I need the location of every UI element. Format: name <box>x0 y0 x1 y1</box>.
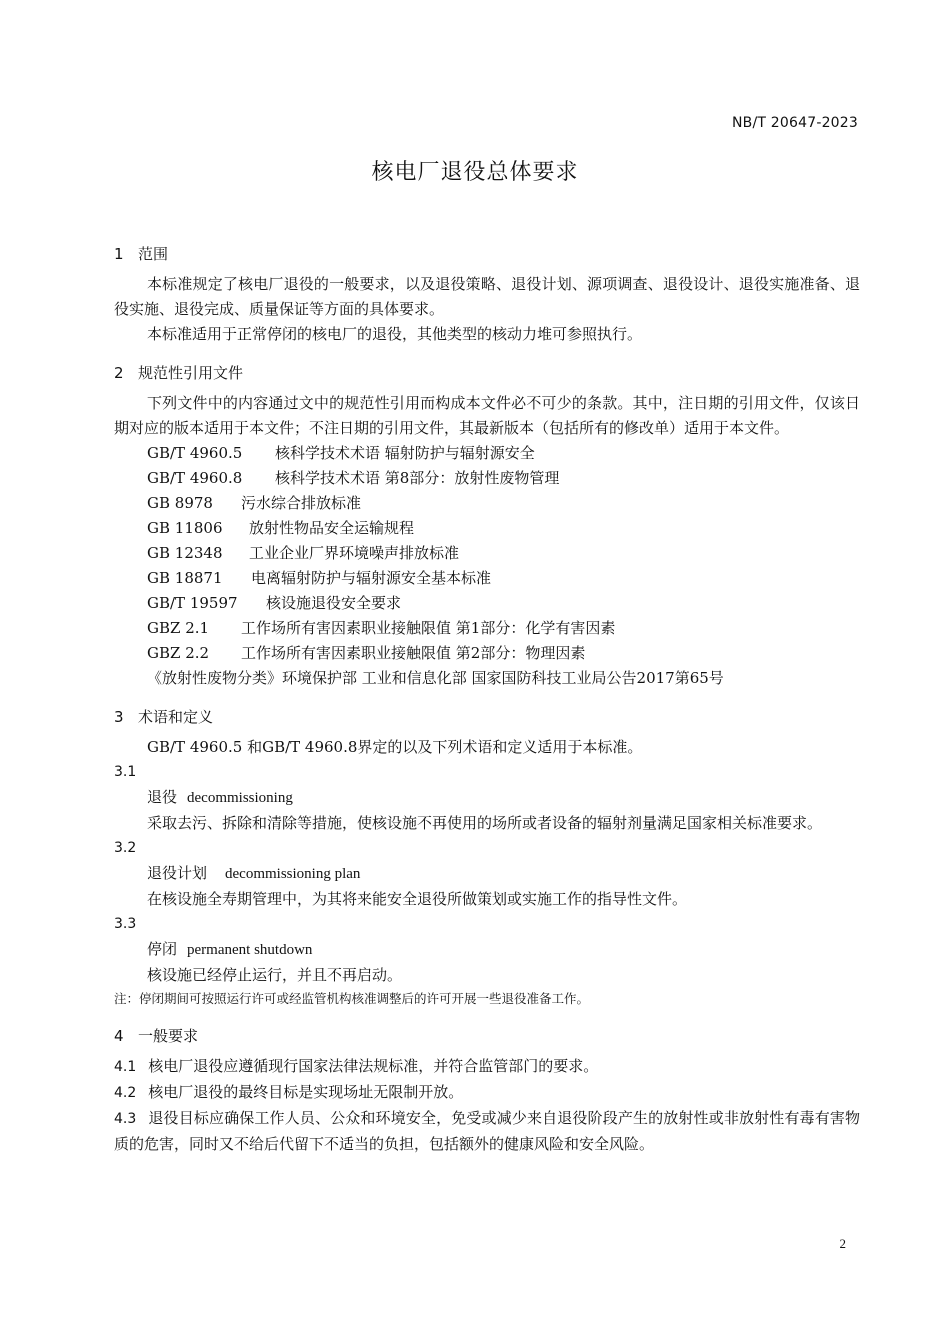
clause-text: 退役目标应确保工作人员、公众和环境安全，免受或减少来自退役阶段产生的放射性或非放射性有毒有害物质的危害，同时又不给后代留下不适当的负担，包括额外的健康风险和安全风险。 <box>114 1109 860 1153</box>
reference-item: 《放射性废物分类》环境保护部 工业和信息化部 国家国防科技工业局公告2017第65号 <box>147 669 724 687</box>
reference-item <box>114 566 860 591</box>
clause <box>114 1106 860 1157</box>
clause-number: 4.1 <box>114 1059 137 1075</box>
reference-code: GB 12348 <box>147 544 223 562</box>
reference-name: 核科学技术术语 辐射防护与辐射源安全 <box>275 444 535 462</box>
reference-item <box>114 441 860 466</box>
reference-name: 工业企业厂界环境噪声排放标准 <box>249 544 460 562</box>
section-1-heading <box>114 244 860 264</box>
reference-name: 工作场所有害因素职业接触限值 第1部分：化学有害因素 <box>241 619 616 637</box>
term-number: 3.3 <box>114 916 137 932</box>
section-title: 规范性引用文件 <box>138 364 244 382</box>
term-entry <box>114 861 860 887</box>
term-zh: 退役 <box>147 788 178 806</box>
reference-item <box>114 591 860 616</box>
clause-text: 核电厂退役应遵循现行国家法律法规标准，并符合监管部门的要求。 <box>148 1057 599 1075</box>
clause <box>114 1054 860 1080</box>
paragraph: GB/T 4960.5 和GB/T 4960.8界定的以及下列术语和定义适用于本标准。 <box>147 738 643 756</box>
term-zh: 停闭 <box>147 940 178 958</box>
term-number: 3.2 <box>114 840 137 856</box>
reference-name: 污水综合排放标准 <box>241 494 362 512</box>
reference-item <box>114 641 860 666</box>
reference-code: GBZ 2.2 <box>147 644 210 662</box>
reference-name: 核科学技术术语 第8部分：放射性废物管理 <box>275 469 560 487</box>
section-4-heading <box>114 1026 860 1046</box>
paragraph: 本标准规定了核电厂退役的一般要求，以及退役策略、退役计划、源项调查、退役设计、退役实施准备、退役实施、退役完成、质量保证等方面的具体要求。 <box>114 275 860 318</box>
reference-name: 工作场所有害因素职业接触限值 第2部分：物理因素 <box>241 644 586 662</box>
term-definition: 在核设施全寿期管理中，为其将来能安全退役所做策划或实施工作的指导性文件。 <box>147 890 688 908</box>
term-definition: 核设施已经停止运行，并且不再启动。 <box>147 966 403 984</box>
reference-item <box>114 466 860 491</box>
clause <box>114 1080 860 1106</box>
section-number: 1 <box>114 245 124 263</box>
section-3-heading <box>114 707 860 727</box>
reference-code: GB 11806 <box>147 519 223 537</box>
reference-name: 核设施退役安全要求 <box>266 594 402 612</box>
term-en: permanent shutdown <box>187 942 313 958</box>
term-definition: 采取去污、拆除和清除等措施，使核设施不再使用的场所或者设备的辐射剂量满足国家相关标准要求。 <box>147 814 823 832</box>
clause-number: 4.3 <box>114 1111 137 1127</box>
reference-item <box>114 516 860 541</box>
reference-code: GBZ 2.1 <box>147 619 210 637</box>
reference-name: 放射性物品安全运输规程 <box>249 519 415 537</box>
reference-code: GB/T 4960.5 <box>147 444 243 462</box>
document-body <box>114 228 860 1157</box>
term-en: decommissioning <box>187 790 293 806</box>
standard-code: NB/T 20647-2023 <box>731 115 858 131</box>
clause-number: 4.2 <box>114 1085 137 1101</box>
section-title: 一般要求 <box>138 1027 199 1045</box>
clause-text: 核电厂退役的最终目标是实现场址无限制开放。 <box>148 1083 464 1101</box>
reference-code: GB 8978 <box>147 494 213 512</box>
term-zh: 退役计划 <box>147 864 208 882</box>
page-number: 2 <box>839 1236 846 1251</box>
reference-code: GB/T 19597 <box>147 594 238 612</box>
reference-item <box>114 541 860 566</box>
paragraph: 本标准适用于正常停闭的核电厂的退役，其他类型的核动力堆可参照执行。 <box>147 325 643 343</box>
reference-code: GB 18871 <box>147 569 223 587</box>
document-title: 核电厂退役总体要求 <box>371 160 579 185</box>
reference-item <box>114 491 860 516</box>
section-number: 3 <box>114 708 124 726</box>
term-entry <box>114 937 860 963</box>
reference-item <box>114 616 860 641</box>
term-en: decommissioning plan <box>225 866 361 882</box>
reference-name: 电离辐射防护与辐射源安全基本标准 <box>251 569 492 587</box>
section-number: 2 <box>114 364 124 382</box>
paragraph: 下列文件中的内容通过文中的规范性引用而构成本文件必不可少的条款。其中，注日期的引用文件，仅该日期对应的版本适用于本文件；不注日期的引用文件，其最新版本（包括所有的修改单）适用于本文件。 <box>114 394 860 437</box>
term-entry <box>114 785 860 811</box>
reference-code: GB/T 4960.8 <box>147 469 243 487</box>
section-number: 4 <box>114 1027 124 1045</box>
note: 注：停闭期间可按照运行许可或经监管机构核准调整后的许可开展一些退役准备工作。 <box>114 991 590 1006</box>
term-number: 3.1 <box>114 764 137 780</box>
section-title: 术语和定义 <box>138 708 214 726</box>
section-2-heading <box>114 363 860 383</box>
section-title: 范围 <box>138 245 169 263</box>
